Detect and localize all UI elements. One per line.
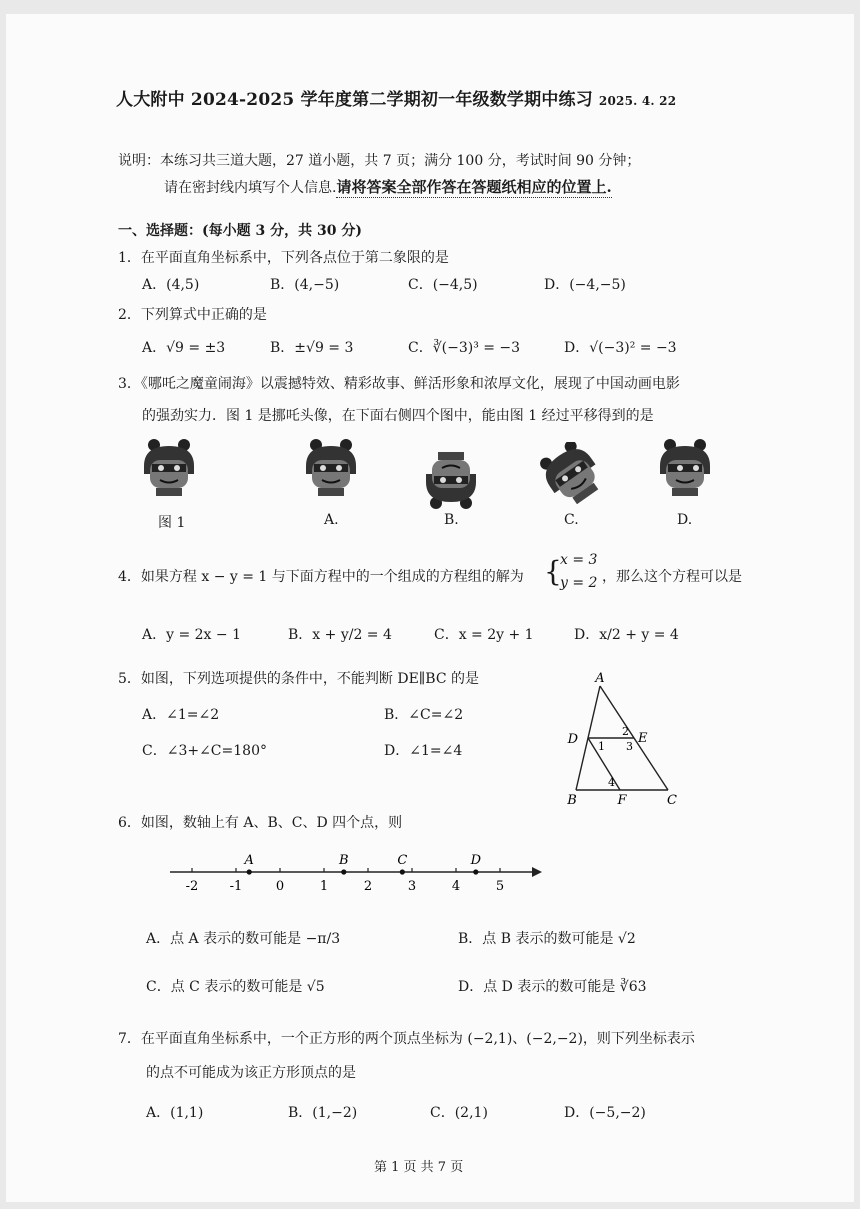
q5-option-d: D．∠1=∠4 [384, 743, 463, 759]
number-line-tick-label: 4 [451, 879, 461, 894]
q4-stem-part-2: ，那么这个方程可以是 [602, 569, 742, 585]
q2-option-b: B．±√9 = 3 [270, 340, 354, 356]
q1-stem: 1．在平面直角坐标系中，下列各点位于第二象限的是 [118, 250, 449, 266]
nezha-avatar-option-a [300, 436, 362, 498]
nezha-avatar-figure-1 [138, 436, 200, 498]
angle-1-label: 1 [598, 740, 605, 753]
q2-option-c: C．∛(−3)³ = −3 [408, 340, 521, 356]
q3-label-c: C. [564, 512, 579, 528]
nezha-avatar-option-b [420, 450, 482, 512]
number-line-tick-label: 2 [363, 879, 373, 894]
nezha-avatar-option-c [540, 442, 602, 504]
number-line-tick-label: -1 [229, 879, 243, 894]
q6-stem: 6．如图，数轴上有 A、B、C、D 四个点，则 [118, 815, 403, 831]
q5-triangle-figure [558, 668, 698, 808]
number-line-tick-label: 0 [275, 879, 285, 894]
q3-label-d: D. [677, 512, 693, 528]
point-e-label: E [638, 731, 648, 746]
q6-option-b: B．点 B 表示的数可能是 √2 [458, 931, 636, 947]
q4-stem-part-1: 4．如果方程 x − y = 1 与下面方程中的一个组成的方程组的解为 [118, 569, 524, 585]
number-line-point-b [341, 869, 346, 874]
page-footer: 第 1 页 共 7 页 [374, 1160, 464, 1175]
q7-stem-line-2: 的点不可能成为该正方形顶点的是 [146, 1065, 356, 1081]
nezha-avatar-option-d [654, 436, 716, 498]
exam-page [6, 14, 854, 1202]
q6-number-line [166, 850, 546, 904]
q7-option-d: D．(−5,−2) [564, 1105, 646, 1121]
q4-system-y: y = 2 [560, 575, 598, 591]
instructions-line-2 [164, 176, 612, 197]
point-b-label: B [567, 793, 577, 808]
number-line-point-label: A [244, 853, 254, 868]
q5-stem: 5．如图，下列选项提供的条件中，不能判断 DE∥BC 的是 [118, 671, 479, 687]
q4-system-x: x = 3 [560, 552, 598, 568]
q6-option-c: C．点 C 表示的数可能是 √5 [146, 979, 325, 995]
number-line-point-d [473, 869, 478, 874]
q1-option-a: A．(4,5) [142, 277, 200, 293]
number-line-point-label: B [339, 853, 349, 868]
instructions-answer-sheet: 请将答案全部作答在答题纸相应的位置上. [336, 178, 612, 196]
number-line-point-label: C [397, 853, 408, 868]
q2-option-d: D．√(−3)² = −3 [564, 340, 677, 356]
q4-option-b: B．x + y/2 = 4 [288, 627, 392, 643]
q6-option-a: A．点 A 表示的数可能是 −π/3 [146, 931, 341, 947]
q4-option-a: A．y = 2x − 1 [142, 627, 241, 643]
number-line-tick-label: -2 [185, 879, 199, 894]
q7-option-c: C．(2,1) [430, 1105, 488, 1121]
instructions-line-1: 说明：本练习共三道大题，27 道小题，共 7 页；满分 100 分，考试时间 90 分钟； [118, 153, 641, 169]
q3-label-b: B. [444, 512, 459, 528]
q5-option-c: C．∠3+∠C=180° [142, 743, 267, 759]
q2-stem: 2．下列算式中正确的是 [118, 307, 267, 323]
angle-4-label: 4 [608, 776, 615, 789]
number-line-tick-label: 3 [407, 879, 417, 894]
number-line-point-label: D [470, 853, 482, 868]
page-title [116, 85, 676, 110]
instructions-fill-info: 请在密封线内填写个人信息. [164, 180, 337, 196]
q5-option-a: A．∠1=∠2 [142, 707, 220, 723]
q3-stem-line-1: 3．《哪吒之魔童闹海》以震撼特效、精彩故事、鲜活形象和浓厚文化，展现了中国动画电影 [118, 376, 680, 392]
number-line-tick-label: 1 [319, 879, 329, 894]
exam-date: 2025. 4. 22 [598, 94, 677, 108]
number-line-point-a [247, 869, 252, 874]
q5-option-b: B．∠C=∠2 [384, 707, 464, 723]
point-d-label: D [567, 732, 578, 747]
number-line-tick-label: 5 [495, 879, 505, 894]
number-line-point-c [400, 869, 405, 874]
point-c-label: C [667, 793, 677, 808]
q2-option-a: A．√9 = ±3 [142, 340, 226, 356]
q3-stem-line-2: 的强劲实力．图 1 是挪吒头像，在下面右侧四个图中，能由图 1 经过平移得到的是 [142, 408, 654, 424]
q7-option-a: A．(1,1) [146, 1105, 204, 1121]
exam-title: 人大附中 2024-2025 学年度第二学期初一年级数学期中练习 [116, 90, 593, 110]
q7-stem-line-1: 7．在平面直角坐标系中，一个正方形的两个顶点坐标为 (−2,1)、(−2,−2)，则下列坐标表示 [118, 1031, 695, 1047]
q7-option-b: B．(1,−2) [288, 1105, 358, 1121]
angle-2-label: 2 [622, 725, 629, 738]
q4-brace: { [544, 555, 562, 588]
q4-option-c: C．x = 2y + 1 [434, 627, 534, 643]
q1-option-b: B．(4,−5) [270, 277, 340, 293]
q1-option-c: C．(−4,5) [408, 277, 478, 293]
point-f-label: F [617, 793, 627, 808]
q4-stem [118, 566, 524, 586]
section-heading: 一、选择题：(每小题 3 分，共 30 分) [118, 223, 362, 239]
q3-label-figure-1: 图 1 [158, 515, 186, 531]
q4-option-d: D．x/2 + y = 4 [574, 627, 679, 643]
axis-arrow-icon [532, 867, 542, 877]
q3-label-a: A. [324, 512, 339, 528]
point-a-label: A [595, 671, 605, 686]
q1-option-d: D．(−4,−5) [544, 277, 626, 293]
q6-option-d: D．点 D 表示的数可能是 ∛63 [458, 979, 647, 995]
angle-3-label: 3 [626, 740, 633, 753]
